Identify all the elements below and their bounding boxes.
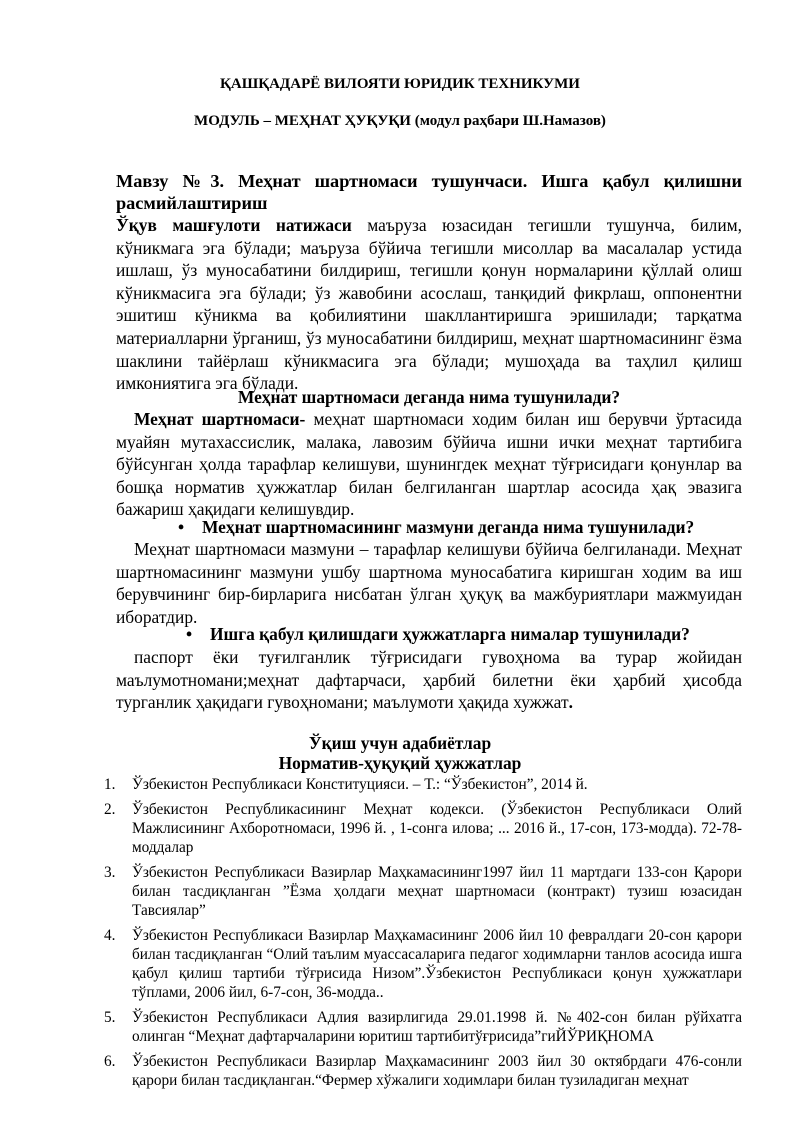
list-item: [104, 775, 742, 794]
section-1-text: меҳнат шартномаси ходим билан иш берувчи ўртасида муайян мутахассислик, малака, лавозим бўйича ишни ички меҳнат тартибига бўйсунган ҳолда тарафлар келишуви, шунингдек меҳнат тўғрисидаги қонунлар ва бошқа норматив ҳужжатлар билан белгиланган шартлар асосида ҳақ эвазига бажариш ҳақидаги келишувдир.: [116, 409, 742, 520]
section-2-body: [116, 538, 742, 628]
section-3-heading: [186, 623, 690, 646]
list-item-number: 1.: [104, 776, 116, 793]
list-item-number: 6.: [104, 1053, 116, 1070]
section-3-text: паспорт ёки туғилганлик тўғрисидаги гувоҳнома ва турар жойидан маълумотномани;меҳнат дафтарчаси, ҳарбий билетни ёки ҳарбий ҳисобда турганлик ҳақидаги гувоҳномани; маълумоти ҳақида хужжат: [116, 647, 742, 713]
institution-title: ҚАШҚАДАРЁ ВИЛОЯТИ ЮРИДИК ТЕХНИКУМИ: [220, 76, 580, 92]
list-item-number: 2.: [104, 801, 116, 818]
section-1-body: [116, 408, 742, 521]
list-item-text: Ўзбекистон Республикаси Адлия вазирлигида 29.01.1998 й. №402-сон билан рўйхатга олинган “Меҳнат дафтарчаларини юритиш тартибитўғрисида”гиЙЎРИҚНОМА: [132, 1009, 742, 1045]
list-item-text: Ўзбекистон Республикаси Вазирлар Маҳкамасининг 2003 йил 30 октябрдаги 476-сонли қарори билан тасдиқланган.“Фермер хўжалиги ходимлари билан тузиладиган меҳнат: [132, 1053, 742, 1089]
literature-subtitle: Норматив-ҳуқуқий ҳужжатлар: [278, 753, 522, 773]
learning-outcome: [116, 214, 742, 395]
module-title: [0, 113, 800, 130]
list-item-text: Ўзбекистон Республикаси Конституцияси. – Т.: “Ўзбекистон”, 2014 й.: [132, 776, 588, 793]
module-leader: (модул раҳбари Ш.Намазов): [414, 113, 606, 129]
section-2-heading-text: Меҳнат шартномасининг мазмуни деганда нима тушунилади?: [202, 517, 695, 537]
section-3-body: [116, 646, 742, 714]
literature-title: Ўқиш учун адабиётлар: [308, 733, 492, 753]
list-item: [104, 1052, 742, 1090]
section-1-term: Меҳнат шартномаси-: [134, 409, 306, 429]
list-item-text: Ўзбекистон Республикаси Вазирлар Маҳкамасининг 2006 йил 10 февралдаги 20-сон қарори билан тасдиқланган “Олий таълим муассасаларига педагог ходимларни танлов асосида ишга қабул қилиш тартиби тўғрисида Низом”.Ўзбекистон Республикаси қонун ҳужжатлари тўплами, 2006 йил, 6-7-сон, 36-модда..: [132, 927, 742, 1001]
list-item-number: 4.: [104, 927, 116, 944]
learning-outcome-text: маърузa юзасидан тегишли тушунча, билим, кўникмага эга бўлади; маъруза бўйича тегишли мисоллар ва масалалар устида ишлаш, ўз муносабатини билдириш, тегишли қонун нормаларини қўллай олиш кўникмасига эга бўлади; ўз жавобини асослаш, танқидий фикрлаш, оппонентни эшитиш кўникма ва қобилиятини шакллантиришга эришилади; тарқатма материалларни ўрганиш, ўз муносабатини билдириш, меҳнат шартномасининг ёзма шаклини тайёрлаш кўникмасига эга бўлади; мушоҳада ва таҳлил қилиш имкониятига эга бўлади.: [116, 215, 742, 394]
bullet-icon: •: [178, 517, 185, 537]
section-2-heading: [178, 516, 694, 539]
list-item: [104, 926, 742, 1002]
list-item: [104, 863, 742, 920]
section-1-heading: Меҳнат шартномаси деганда нима тушунилади?: [237, 387, 621, 407]
section-2-text: Меҳнат шартномаси мазмуни – тарафлар келишуви бўйича белгиланади. Меҳнат шартномасининг мазмуни ушбу шартнома муносабатига киришган ходим ва иш берувчининг бир-бирларига нисбатан ўлган ҳуқуқ ва мажбуриятлари мажмуидан иборатдир.: [116, 539, 742, 627]
learning-outcome-label: Ўқув машғулоти натижаси: [116, 215, 352, 235]
section-3-text-end: .: [568, 692, 573, 713]
literature-list: [104, 775, 742, 1090]
list-item-number: 3.: [104, 864, 116, 881]
module-name: МОДУЛЬ – МЕҲНАТ ҲУҚУҚИ: [194, 113, 411, 129]
section-3-heading-text: Ишга қабул қилишдаги ҳужжатларга нималар тушунилади?: [210, 624, 690, 644]
list-item-text: Ўзбекистон Республикасининг Меҳнат кодекси. (Ўзбекистон Республикаси Олий Мажлисининг Ахборотномаси, 1996 й. , 1-сонга илова; ... 2016 й., 17-сон, 173-модда). 72-78-моддалар: [132, 801, 742, 856]
topic-title: Мавзу №3. Меҳнат шартномаси тушунчаси. Ишга қабул қилишни расмийлаштириш: [116, 171, 742, 213]
list-item-number: 5.: [104, 1009, 116, 1026]
list-item-text: Ўзбекистон Республикаси Вазирлар Маҳкамасининг1997 йил 11 мартдаги 133-сон Қарори билан тасдиқланган ”Ёзма ҳолдаги меҳнат шартномаси (контракт) тузиш юзасидан Тавсиялар”: [132, 864, 742, 919]
bullet-icon: •: [186, 624, 193, 644]
list-item: [104, 800, 742, 857]
list-item: [104, 1008, 742, 1046]
